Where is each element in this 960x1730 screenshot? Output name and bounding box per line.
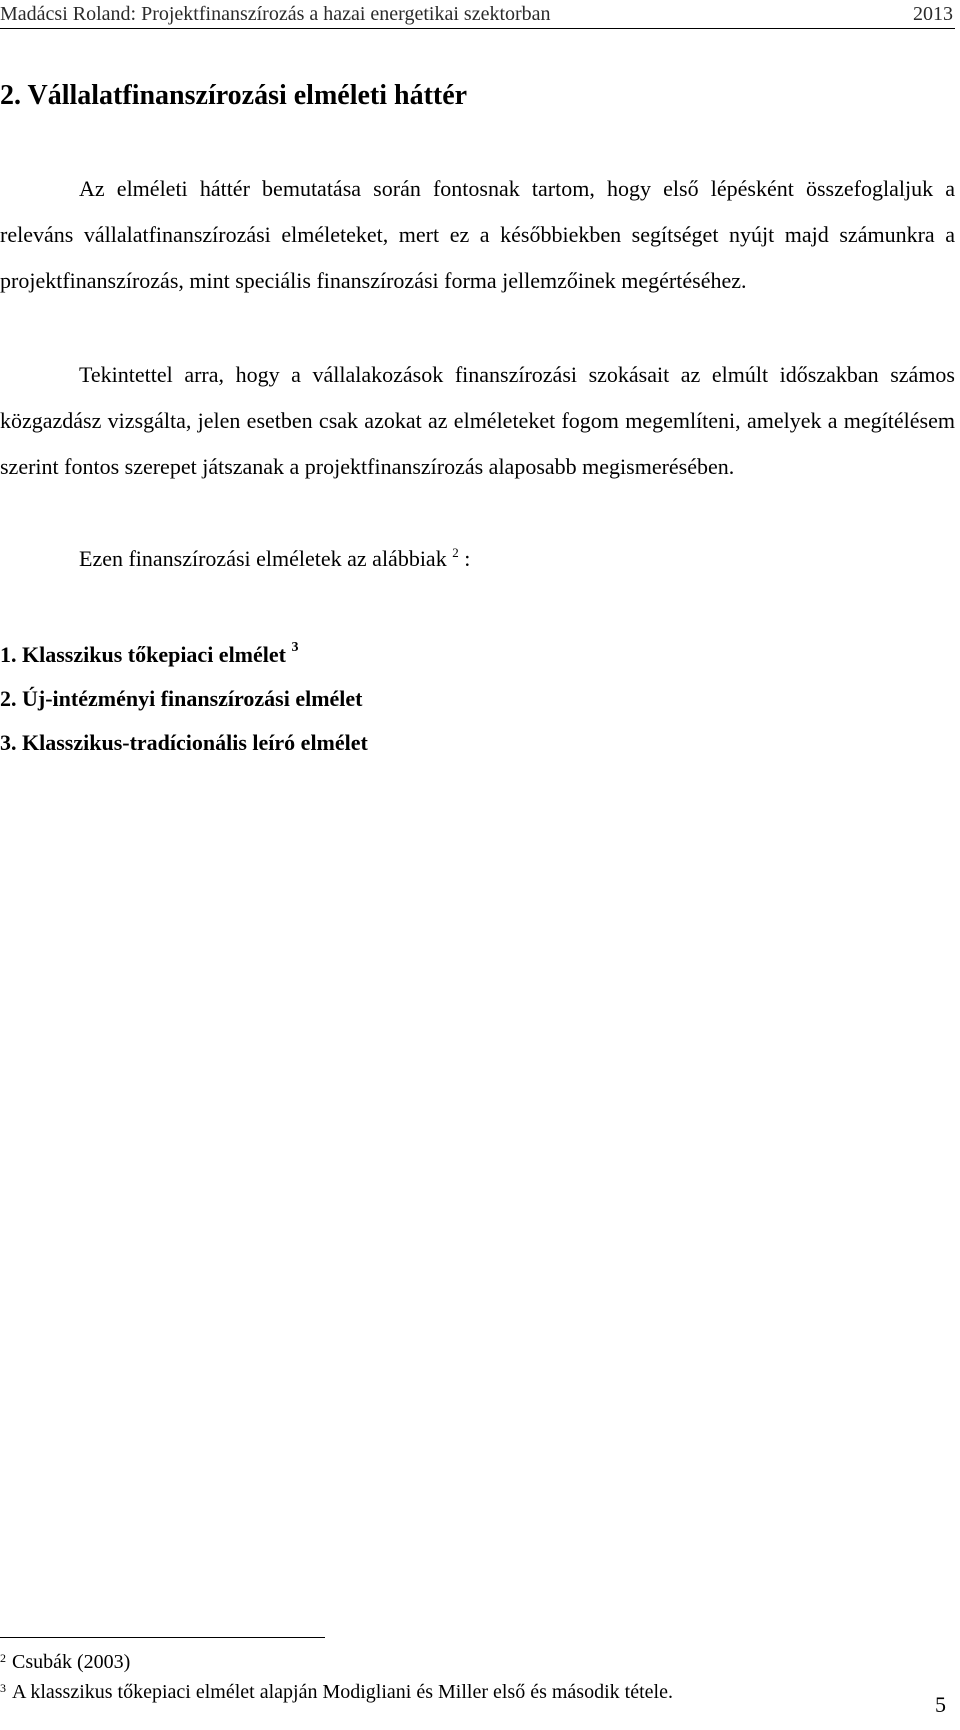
footnote-text: A klasszikus tőkepiaci elmélet alapján Modigliani és Miller első és második tétele.	[12, 1681, 673, 1703]
theory-item	[0, 677, 368, 721]
section-title: 2. Vállalatfinanszírozási elméleti háttér	[0, 80, 468, 111]
running-header	[0, 0, 955, 29]
paragraph-intro: Az elméleti háttér bemutatása során fontosnak tartom, hogy első lépésként összefoglaljuk a releváns vállalatfinanszírozási elméleteket, mert ez a későbbiekben segítséget nyújt majd számunkra a projektfinanszírozás, mint speciális finanszírozási forma jellemzőinek megértéséhez.	[0, 176, 955, 293]
theory-item	[0, 633, 368, 677]
page-number: 5	[935, 1692, 946, 1717]
footnote-item	[0, 1677, 673, 1707]
footnote-ref-3[interactable]: 3	[291, 640, 299, 655]
footnote-ref-2[interactable]: 2	[452, 545, 459, 560]
footnote-item	[0, 1647, 673, 1677]
theory-label: 2. Új-intézményi finanszírozási elmélet	[0, 686, 363, 711]
footnote-separator	[0, 1637, 325, 1638]
footnote-mark: 3	[0, 1681, 6, 1695]
theories-intro-text: Ezen finanszírozási elméletek az alábbiak	[79, 546, 447, 571]
paragraph-scope: Tekintettel arra, hogy a vállalakozások finanszírozási szokásait az elmúlt időszakban számos közgazdász vizsgálta, jelen esetben csak azokat az elméleteket fogom megemlíteni, amelyek a megítélésem szerint fontos szerepet játszanak a projektfinanszírozás alaposabb megismerésében.	[0, 362, 955, 479]
theory-label: 3. Klasszikus-tradícionális leíró elmélet	[0, 730, 368, 755]
theories-intro-suffix: :	[458, 546, 471, 571]
theories-intro-line	[79, 536, 470, 582]
footnote-mark: 2	[0, 1651, 6, 1665]
footnote-text: Csubák (2003)	[12, 1651, 131, 1673]
theory-item	[0, 721, 368, 765]
theory-label: 1. Klasszikus tőkepiaci elmélet	[0, 642, 286, 667]
footnotes	[0, 1647, 673, 1707]
header-year: 2013	[913, 3, 953, 25]
theory-list	[0, 633, 368, 765]
header-title: Madácsi Roland: Projektfinanszírozás a hazai energetikai szektorban	[0, 3, 551, 25]
